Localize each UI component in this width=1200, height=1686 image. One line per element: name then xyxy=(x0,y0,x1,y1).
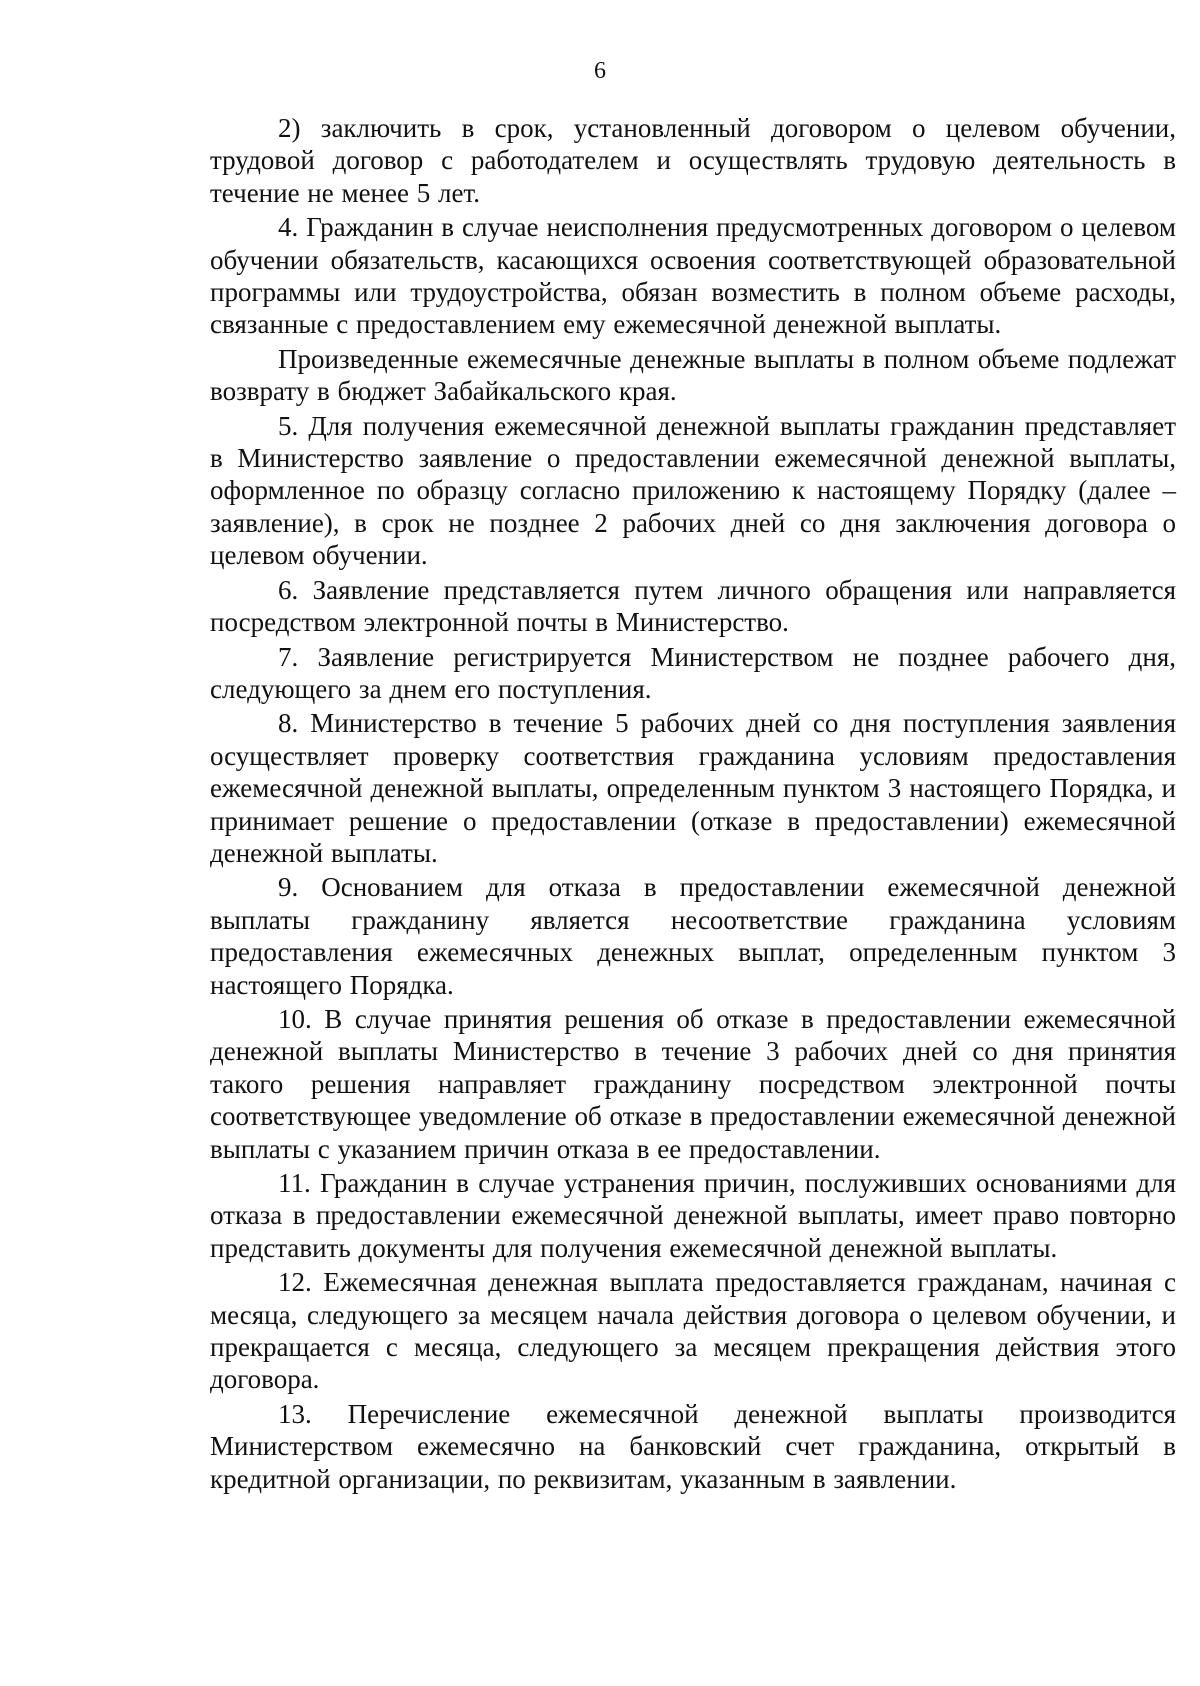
paragraph-clause-11: 11. Гражданин в случае устранения причин, послуживших основаниями для отказа в предоставлении ежемесячной денежной выплаты, имеет право повторно представить документы для получения ежемесячной денежной выплаты. xyxy=(210,1168,1176,1263)
paragraph-clause-4: 4. Гражданин в случае неисполнения предусмотренных договором о целевом обучении обязательств, касающихся освоения соответствующей образовательной программы или трудоустройства, обязан возместить в полном объеме расходы, связанные с предоставлением ему ежемесячной денежной выплаты. xyxy=(210,212,1176,340)
paragraph-clause-12: 12. Ежемесячная денежная выплата предоставляется гражданам, начиная с месяца, следующего за месяцем начала действия договора о целевом обучении, и прекращается с месяца, следующего за месяцем прекращения действия этого договора. xyxy=(210,1267,1176,1395)
paragraph-clause-7: 7. Заявление регистрируется Министерством не позднее рабочего дня, следующего за днем его поступления. xyxy=(210,641,1176,704)
paragraph-clause-4-continuation: Произведенные ежемесячные денежные выплаты в полном объеме подлежат возврату в бюджет Забайкальского края. xyxy=(210,343,1176,407)
document-body xyxy=(210,112,1176,1497)
paragraph-clause-5: 5. Для получения ежемесячной денежной выплаты гражданин представляет в Министерство заявление о предоставлении ежемесячной денежной выплаты, оформленное по образцу согласно приложению к настоящему Порядку (далее – заявление), в срок не позднее 2 рабочих дней со дня заключения договора о целевом обучении. xyxy=(210,410,1176,571)
paragraph-clause-13: 13. Перечисление ежемесячной денежной выплаты производится Министерством ежемесячно на банковский счет гражданина, открытый в кредитной организации, по реквизитам, указанным в заявлении. xyxy=(210,1398,1176,1494)
page-number: 6 xyxy=(594,58,606,84)
paragraph-item-2: 2) заключить в срок, установленный договором о целевом обучении, трудовой договор с работодателем и осуществлять трудовую деятельность в течение не менее 5 лет. xyxy=(210,113,1176,208)
paragraph-clause-8: 8. Министерство в течение 5 рабочих дней со дня поступления заявления осуществляет проверку соответствия гражданина условиям предоставления ежемесячной денежной выплаты, определенным пунктом 3 настоящего Порядка, и принимает решение о предоставлении (отказе в предоставлении) ежемесячной денежной выплаты. xyxy=(210,708,1176,868)
paragraph-clause-6: 6. Заявление представляется путем личного обращения или направляется посредством электронной почты в Министерство. xyxy=(210,574,1176,638)
paragraph-clause-9: 9. Основанием для отказа в предоставлении ежемесячной денежной выплаты гражданину является несоответствие гражданина условиям предоставления ежемесячных денежных выплат, определенным пунктом 3 настоящего Порядка. xyxy=(210,872,1176,1000)
paragraph-clause-10: 10. В случае принятия решения об отказе в предоставлении ежемесячной денежной выплаты Министерство в течение 3 рабочих дней со дня принятия такого решения направляет гражданину посредством электронной почты соответствующее уведомление об отказе в предоставлении ежемесячной денежной выплаты с указанием причин отказа в ее предоставлении. xyxy=(210,1003,1176,1164)
